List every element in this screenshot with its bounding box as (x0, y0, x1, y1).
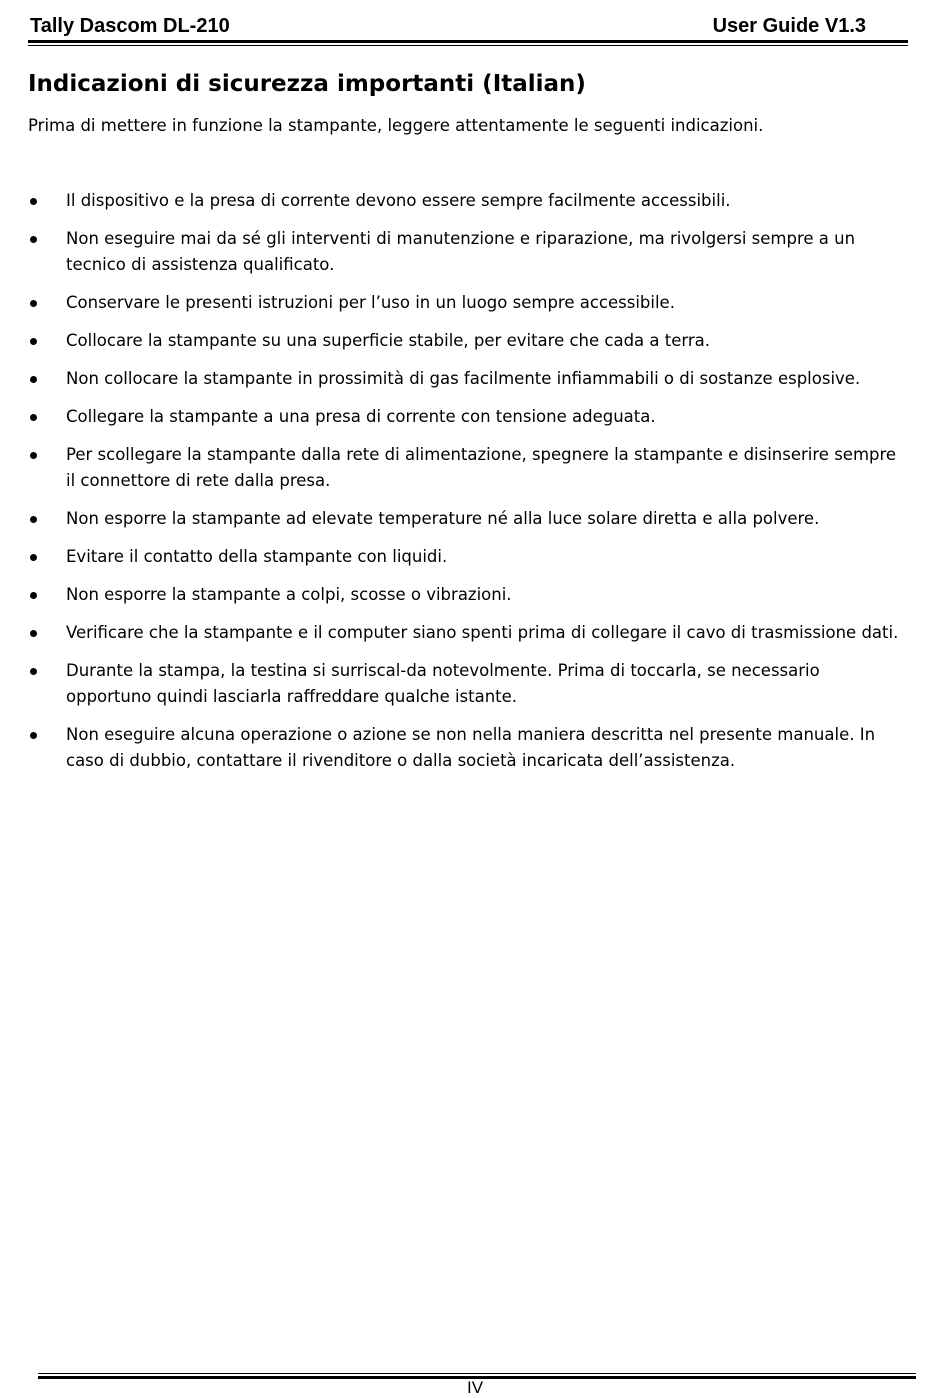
header-rule-thick (28, 40, 908, 43)
bullet-icon (30, 376, 37, 383)
bullet-icon (30, 452, 37, 459)
list-item (28, 188, 908, 214)
list-item (28, 404, 908, 430)
bullet-icon (30, 300, 37, 307)
list-item-text: Conservare le presenti istruzioni per l’uso in un luogo sempre accessibile. (66, 293, 675, 312)
list-item-text: Collocare la stampante su una superficie stabile, per evitare che cada a terra. (66, 331, 711, 350)
bullet-icon (30, 198, 37, 205)
list-item-text: Evitare il contatto della stampante con liquidi. (66, 547, 448, 566)
list-item (28, 506, 908, 532)
list-item-text: Durante la stampa, la testina si surriscal-da notevolmente. Prima di toccarla, se necessario opportuno quindi lasciarla raffreddare qualche istante. (66, 661, 820, 706)
bullet-icon (30, 516, 37, 523)
list-item (28, 544, 908, 570)
list-item (28, 290, 908, 316)
list-item (28, 582, 908, 608)
bullet-icon (30, 338, 37, 345)
list-item (28, 722, 908, 774)
header-guide-version: User Guide V1.3 (712, 15, 866, 37)
list-item (28, 442, 908, 494)
list-item (28, 620, 908, 646)
page-header (28, 14, 906, 38)
list-item-text: Non eseguire mai da sé gli interventi di manutenzione e riparazione, ma rivolgersi sempre a un tecnico di assistenza qualificato. (66, 229, 856, 274)
intro-paragraph: Prima di mettere in funzione la stampante, leggere attentamente le seguenti indicazioni. (28, 116, 764, 135)
bullet-icon (30, 554, 37, 561)
list-item (28, 658, 908, 710)
list-item-text: Non collocare la stampante in prossimità di gas facilmente infiammabili o di sostanze esplosive. (66, 369, 861, 388)
list-item-text: Non esporre la stampante a colpi, scosse o vibrazioni. (66, 585, 512, 604)
list-item-text: Il dispositivo e la presa di corrente devono essere sempre facilmente accessibili. (66, 191, 731, 210)
list-item (28, 226, 908, 278)
bullet-icon (30, 630, 37, 637)
safety-bullet-list (28, 188, 908, 786)
header-product-name: Tally Dascom DL-210 (30, 15, 230, 37)
header-rule-thin (28, 45, 908, 46)
list-item (28, 366, 908, 392)
section-title: Indicazioni di sicurezza importanti (Italian) (28, 71, 586, 97)
list-item-text: Collegare la stampante a una presa di corrente con tensione adeguata. (66, 407, 656, 426)
bullet-icon (30, 592, 37, 599)
list-item-text: Non esporre la stampante ad elevate temperature né alla luce solare diretta e alla polvere. (66, 509, 820, 528)
page-number: IV (466, 1378, 484, 1397)
list-item (28, 328, 908, 354)
list-item-text: Per scollegare la stampante dalla rete di alimentazione, spegnere la stampante e disinserire sempre il connettore di rete dalla presa. (66, 445, 897, 490)
bullet-icon (30, 732, 37, 739)
list-item-text: Verificare che la stampante e il computer siano spenti prima di collegare il cavo di trasmissione dati. (66, 623, 899, 642)
bullet-icon (30, 668, 37, 675)
footer-rule-thin (38, 1373, 916, 1374)
list-item-text: Non eseguire alcuna operazione o azione se non nella maniera descritta nel presente manuale. In caso di dubbio, contattare il rivenditore o dalla società incaricata dell’assistenza. (66, 725, 876, 770)
bullet-icon (30, 414, 37, 421)
bullet-icon (30, 236, 37, 243)
